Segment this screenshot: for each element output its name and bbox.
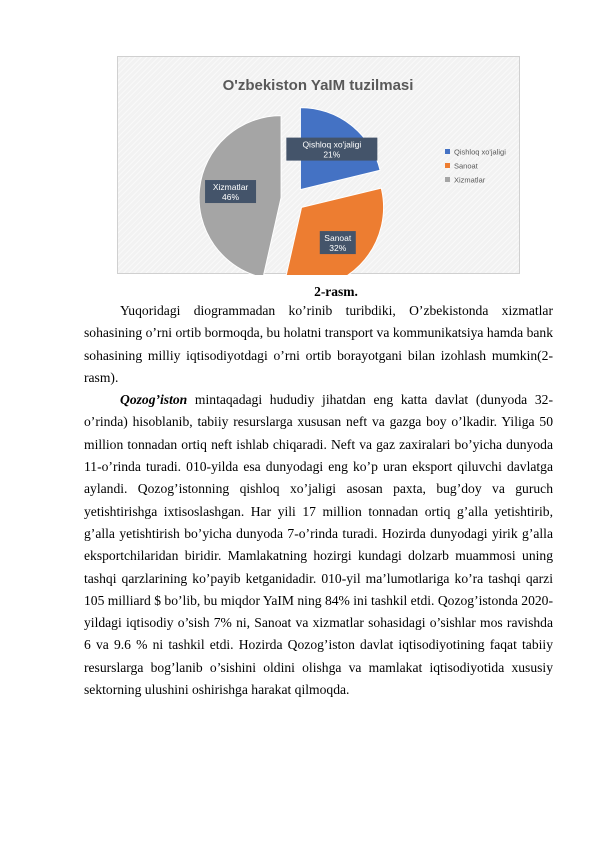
- pie-chart-svg: [118, 57, 521, 275]
- body-text: [84, 300, 553, 701]
- data-label-value: 46%: [222, 192, 240, 203]
- paragraph-2-lead: Qozog’iston: [120, 392, 188, 408]
- chart-legend: [445, 148, 506, 185]
- paragraph-1: Yuqoridagi diogrammadan ko’rinib turibdiki, O’zbekistonda xizmatlar sohasining o’rni ortib bormoqda, bu holatni transport va kommunikatsiya hamda bank sohasining milliy iqtisodiyotdagi o’rni ortib borayotgani bilan izohlash mumkin(2-rasm).: [84, 303, 553, 385]
- data-label: [286, 138, 377, 161]
- legend-swatch: [445, 149, 450, 154]
- data-label-name: Xizmatlar: [212, 182, 249, 193]
- legend-swatch: [445, 163, 450, 168]
- paragraph-2: [84, 389, 553, 701]
- data-label: [205, 180, 256, 203]
- data-label-value: 21%: [323, 149, 341, 160]
- data-label-name: Qishloq xo'jaligi: [302, 139, 362, 150]
- data-label-value: 32%: [329, 243, 347, 254]
- data-label: [320, 231, 356, 254]
- paragraph-2-body: mintaqadagi hududiy jihatdan eng katta davlat (dunyoda 32-o’rinda) hisoblanib, tabiiy resurslarga xususan neft va gazga boy o’lkadir. Yiliga 50 million tonnadan ortiq neft ishlab chiqaradi. Neft va gaz zaxiralari bo’yicha dunyoda 11-o’rinda turadi. 010-yilda esa dunyodagi eng ko’p uran eksport qiluvchi davlatga aylandi. Qozog’istonning qishloq xo’jaligi asosan paxta, bug’doy va guruch yetishtirishga ixtisoslashgan. Har yili 17 million tonnadan ortiq g’alla yetishtirib, g’alla yetishtirish bo’yicha dunyoda 7-o’rinda turadi. Hozirda dunyodagi yirik g’alla eksportchilaridan biridir. Mamlakatning hozirgi kundagi dolzarb muammosi uning tashqi qarzlarining ko’payib ketganidadir. 010-yil ma’lumotlariga ko’ra tashqi qarzi 105 milliard $ bo’lib, bu miqdor YaIM ning 84% ini tashkil etdi. Qozog’istonda 2020-yildagi iqtisodiy o’sish 7% ni, Sanoat va xizmatlar sohasidagi o’sishlar mos ravishda 6 va 9.6 % ni tashkil etdi. Hozirda Qozog’iston davlat iqtisodiyotining faqat tabiiy resurslarga bog’lanib o’sishini oldini olishga va mamlakat iqtisodiyotida xususiy sektorning ulushini oshirishga harakat qilmoqda.: [84, 392, 553, 698]
- legend-label: Sanoat: [454, 161, 478, 171]
- gdp-structure-chart: [117, 56, 520, 274]
- legend-swatch: [445, 177, 450, 182]
- figure-caption: 2-rasm.: [314, 284, 358, 299]
- chart-title: O'zbekiston YaIM tuzilmasi: [222, 77, 414, 94]
- data-label-name: Sanoat: [324, 233, 352, 244]
- legend-label: Xizmatlar: [454, 175, 486, 185]
- legend-label: Qishloq xo'jaligi: [454, 147, 506, 157]
